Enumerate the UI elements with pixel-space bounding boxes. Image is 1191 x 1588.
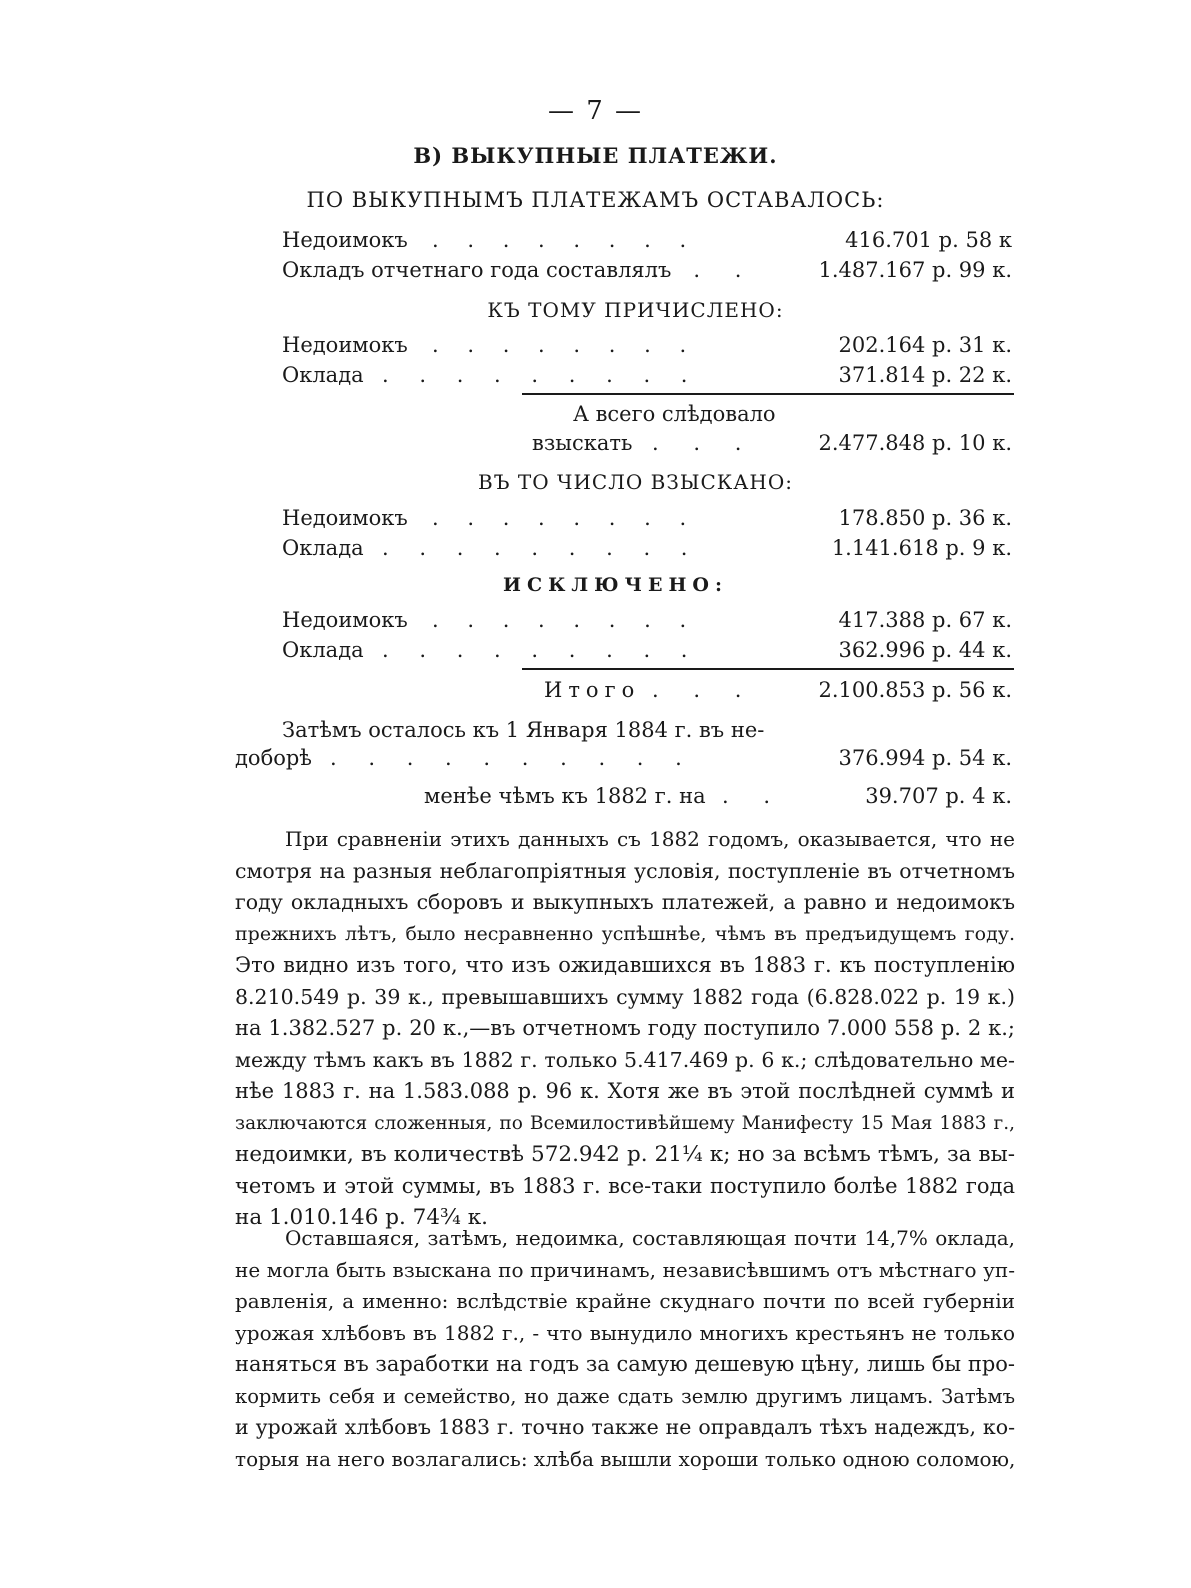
text-line: на 1.382.527 р. 20 к.,—въ отчетномъ году поступило 7.000 558 р. 2 к.;	[235, 1016, 1015, 1040]
row-amount: 178.850 р. 36 к.	[838, 506, 1012, 530]
row-amount: 376.994 р. 54 к.	[838, 746, 1012, 770]
text-line: нѣе 1883 г. на 1.583.088 р. 96 к. Хотя же въ этой послѣдней суммѣ и	[235, 1079, 1015, 1103]
table-row	[282, 506, 1012, 536]
text-line: прежнихъ лѣтъ, было несравненно успѣшнѣе, чѣмъ въ предъидущемъ году.	[235, 922, 1015, 945]
table-row	[282, 228, 1012, 258]
total-due-line1: А всего слѣдовало	[573, 402, 776, 426]
row-dots: . . . . . . . .	[432, 333, 687, 357]
row-label: Недоимокъ	[282, 506, 408, 530]
table-row	[282, 536, 1012, 566]
paragraph-1	[235, 824, 1015, 1234]
row-dots: . . . . . . . . .	[382, 536, 688, 560]
row-label: Недоимокъ	[282, 608, 408, 632]
table-row	[282, 608, 1012, 638]
table-row	[282, 638, 1012, 668]
table-row	[282, 258, 1012, 288]
row-label: менѣе чѣмъ къ 1882 г. на	[424, 784, 706, 808]
remaining-heading: ПО ВЫКУПНЫМЪ ПЛАТЕЖАМЪ ОСТАВАЛОСЬ:	[306, 188, 885, 212]
table-row	[282, 678, 1012, 708]
text-line: четомъ и этой суммы, въ 1883 г. все-таки поступило болѣе 1882 года	[235, 1173, 1015, 1198]
table-row	[282, 431, 1012, 461]
section-title: В) ВЫКУПНЫЕ ПЛАТЕЖИ.	[413, 143, 778, 168]
row-dots: . . . . . . . . .	[382, 363, 688, 387]
excluded-heading: ИСКЛЮЧЕНО:	[503, 574, 728, 596]
row-dots: . . . . . . . .	[432, 506, 687, 530]
text-line: между тѣмъ какъ въ 1882 г. только 5.417.469 р. 6 к.; слѣдовательно ме-	[235, 1047, 1015, 1072]
row-label: Оклада	[282, 536, 364, 560]
row-dots: . .	[722, 784, 771, 808]
text-line: равленія, а именно: вслѣдствіе крайне скуднаго почти по всей губерніи	[235, 1289, 1015, 1313]
row-amount: 39.707 р. 4 к.	[865, 784, 1012, 808]
row-amount: 1.487.167 р. 99 к.	[818, 258, 1012, 282]
table-row	[282, 363, 1012, 393]
text-line: Оставшаяся, затѣмъ, недоимка, составляющая почти 14,7% оклада,	[285, 1226, 1015, 1250]
row-label: доборѣ	[235, 746, 312, 770]
row-label: Недоимокъ	[282, 333, 408, 357]
collected-heading: ВЪ ТО ЧИСЛО ВЗЫСКАНО:	[477, 470, 794, 494]
text-line: не могла быть взыскана по причинамъ, независѣвшимъ отъ мѣстнаго уп-	[235, 1257, 1015, 1282]
page-number: — 7 —	[547, 96, 644, 126]
row-label: Окладъ отчетнаго года составлялъ	[282, 258, 672, 282]
row-dots: . . . . . . . .	[432, 228, 687, 252]
row-dots: . . .	[652, 258, 742, 282]
text-line: При сравненіи этихъ данныхъ съ 1882 годомъ, оказывается, что не	[285, 827, 1015, 851]
table-row	[235, 746, 1012, 776]
row-label: взыскать	[532, 431, 633, 455]
row-dots: . . . . . . . . .	[382, 638, 688, 662]
table-row	[282, 333, 1012, 363]
row-dots: . . . . . . . . . .	[330, 746, 682, 770]
row-dots: . . .	[652, 678, 742, 702]
total-amount: 2.100.853 р. 56 к.	[818, 678, 1012, 702]
row-label: Оклада	[282, 638, 364, 662]
text-line: 8.210.549 р. 39 к., превышавшихъ сумму 1882 года (6.828.022 р. 19 к.)	[235, 984, 1015, 1009]
text-line: наняться въ заработки на годъ за самую дешевую цѣну, лишь бы про-	[235, 1352, 1015, 1376]
row-amount: 202.164 р. 31 к.	[838, 333, 1012, 357]
text-line: урожая хлѣбовъ въ 1882 г., - что вынудило многихъ крестьянъ не только	[235, 1320, 1015, 1345]
text-line: на 1.010.146 р. 74¾ к.	[235, 1205, 488, 1230]
added-heading: КЪ ТОМУ ПРИЧИСЛЕНО:	[487, 298, 784, 322]
paragraph-2	[235, 1223, 1015, 1475]
text-line: смотря на разныя неблагопріятныя условія, поступленіе въ отчетномъ	[235, 858, 1015, 883]
table-row	[282, 784, 1012, 814]
text-line: заключаются сложенныя, по Всемилостивѣйшему Манифесту 15 Мая 1883 г.,	[235, 1112, 1015, 1134]
remainder-line1: Затѣмъ осталось къ 1 Января 1884 г. въ не-	[282, 718, 765, 742]
row-label: Недоимокъ	[282, 228, 408, 252]
row-label: Оклада	[282, 363, 364, 387]
text-line: и урожай хлѣбовъ 1883 г. точно также не оправдалъ тѣхъ надеждъ, ко-	[235, 1415, 1015, 1439]
row-amount: 362.996 р. 44 к.	[838, 638, 1012, 662]
row-dots: . . .	[652, 431, 742, 455]
sum-rule	[522, 668, 1014, 670]
row-amount: 417.388 р. 67 к.	[838, 608, 1012, 632]
text-line: Это видно изъ того, что изъ ожидавшихся въ 1883 г. къ поступленію	[235, 953, 1015, 977]
text-line: недоимки, въ количествѣ 572.942 р. 21¼ к; но за всѣмъ тѣмъ, за вы-	[235, 1142, 1015, 1167]
total-label: Итого	[544, 678, 641, 702]
sum-rule	[522, 393, 1014, 395]
text-line: торыя на него возлагались: хлѣба вышли хороши только одною соломою,	[235, 1446, 1016, 1471]
row-amount: 416.701 р. 58 к	[845, 228, 1012, 252]
text-line: году окладныхъ сборовъ и выкупныхъ платежей, а равно и недоимокъ	[235, 890, 1015, 914]
text-line: кормить себя и семейство, но даже сдать землю другимъ лицамъ. Затѣмъ	[235, 1384, 1015, 1408]
row-dots: . . . . . . . .	[432, 608, 687, 632]
row-amount: 2.477.848 р. 10 к.	[818, 431, 1012, 455]
row-amount: 371.814 р. 22 к.	[838, 363, 1012, 387]
row-amount: 1.141.618 р. 9 к.	[831, 536, 1012, 560]
